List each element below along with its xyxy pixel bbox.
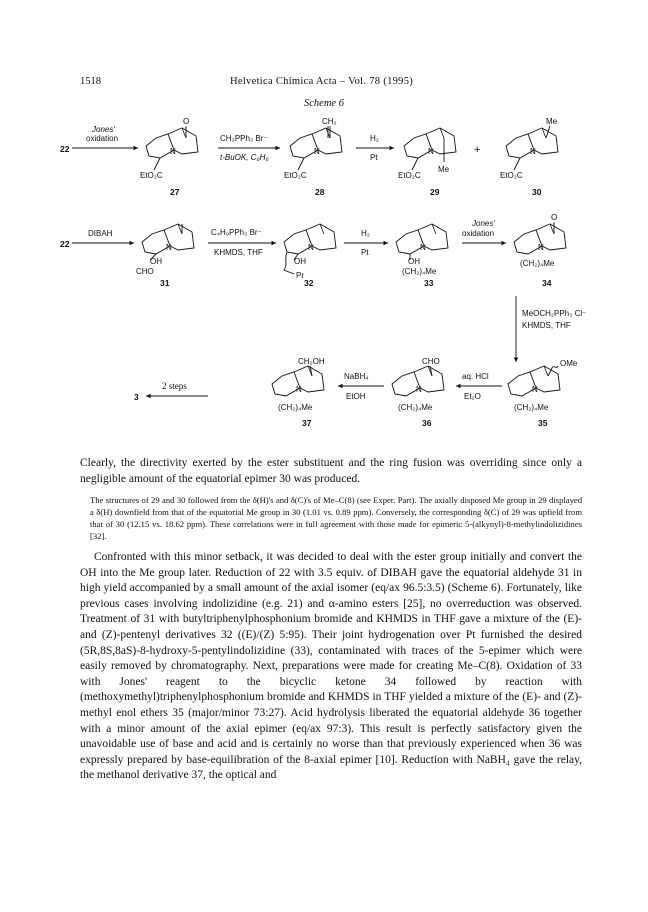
reagent-ether: Et₂O bbox=[464, 392, 481, 401]
methyl-30: Me bbox=[546, 117, 558, 126]
pentyl-36: (CH₂)₄Me bbox=[398, 403, 433, 412]
compound-36-label: 36 bbox=[422, 418, 432, 428]
structure-35 bbox=[508, 359, 578, 412]
structure-36 bbox=[392, 357, 444, 412]
reagent-khmds: KHMDS, THF bbox=[214, 248, 263, 257]
reagent-h2-row2: H₂ bbox=[361, 229, 370, 238]
reagent-jones-row2: Jones' bbox=[472, 219, 495, 228]
reagent-tbuok: t-BuOK, C₆H₆ bbox=[220, 153, 269, 162]
reagent-khmds-down: KHMDS, THF bbox=[522, 321, 571, 330]
ester-28: EtO₂C bbox=[284, 171, 307, 180]
compound-28-label: 28 bbox=[315, 187, 325, 197]
methyl-29: Me bbox=[438, 165, 450, 174]
ester-30: EtO₂C bbox=[500, 171, 523, 180]
compound-22-label-row2: 22 bbox=[60, 239, 70, 249]
compound-34-label: 34 bbox=[542, 278, 552, 288]
paragraph-synthesis: Confronted with this minor setback, it was decided to deal with the ester group initially and convert the OH into the Me group later. Reduction of 22 with 3.5 equiv. of DIBAH gave the equatorial aldehyde 31 in high yield accompanied by a small amount of the axial isomer (eq/ax 96.5:3.5) (Scheme 6). Fortunately, like previous cases involving indolizidine (e.g. 21) and α-amino esters [25], no overreduction was observed. Treatment of 31 with butyltriphenylphosphonium bromide and KHMDS in THF gave a mixture of the (E)- and (Z)-pentenyl derivatives 32 ((E)/(Z) 5:95). Their joint hydrogenation over Pt furnished the desired (5R,8S,8aS)-8-hydroxy-5-pentylindolizidine (33), contaminated with traces of the 5-epimer which were easily removed by chromatography. Next, preparations were made for creating Me–C(8). Oxidation of 33 with Jones' reagent to the bicyclic ketone 34 followed by reaction with (methoxymethyl)triphenylphosphonium bromide and KHMDS in THF yielded a mixture of the (E)- and (Z)-methyl enol ethers 35 (major/minor 73:27). Acid hydrolysis liberated the equatorial aldehyde 36 together with a minor amount of the axial epimer (eq/ax 97:3). This result is perfectly satisfactory given the unavoidable use of base and acid and is certainly no worse than that previously experienced when 36 was expressly prepared by base-equilibration of the 8-axial epimer [10]. Reduction with NaBH₄ gave the relay, the methanol derivative 37, the optical and bbox=[80, 551, 582, 782]
structure-27 bbox=[140, 117, 198, 180]
pentyl-34: (CH₂)₄Me bbox=[520, 259, 555, 268]
reagent-oxidation-row2: oxidation bbox=[462, 229, 495, 238]
reagent-nabh4: NaBH₄ bbox=[344, 372, 369, 381]
compound-3-label: 3 bbox=[134, 392, 139, 402]
structure-31 bbox=[136, 224, 194, 276]
nitrogen-30: N bbox=[530, 147, 536, 156]
compound-32-label: 32 bbox=[304, 278, 314, 288]
nitrogen-33: N bbox=[420, 243, 426, 252]
ester-29: EtO₂C bbox=[398, 171, 421, 180]
compound-22-label: 22 bbox=[60, 144, 70, 154]
pentyl-35: (CH₂)₄Me bbox=[514, 403, 549, 412]
hydroxymethyl-37: CH₂OH bbox=[298, 357, 325, 366]
pentyl-37: (CH₂)₄Me bbox=[278, 403, 313, 412]
aldehyde-36: CHO bbox=[422, 357, 440, 366]
reagent-wittig-butyl: C₄H₉PPh₃ Br⁻ bbox=[211, 228, 262, 237]
plus-sign: + bbox=[474, 144, 481, 156]
journal-running-title: Helvetica Chimica Acta – Vol. 78 (1995) bbox=[230, 76, 414, 87]
structure-29 bbox=[398, 128, 456, 180]
reagent-pt-row2: Pt bbox=[361, 248, 369, 257]
compound-31-label: 31 bbox=[160, 278, 170, 288]
hydroxy-32: OH bbox=[294, 257, 306, 266]
structure-33 bbox=[396, 224, 448, 276]
nitrogen-34: N bbox=[538, 243, 544, 252]
hydroxy-33: OH bbox=[408, 257, 420, 266]
methoxy-35: OMe bbox=[560, 359, 578, 368]
page-header bbox=[80, 76, 580, 90]
compound-29-label: 29 bbox=[430, 187, 440, 197]
compound-27-label: 27 bbox=[170, 187, 180, 197]
scheme-title: Scheme 6 bbox=[304, 98, 344, 109]
nitrogen-29: N bbox=[428, 147, 434, 156]
reagent-wittig-methyl: CH₃PPh₃ Br⁻ bbox=[220, 134, 268, 143]
reagent-pt: Pt bbox=[370, 153, 378, 162]
structure-30 bbox=[500, 117, 558, 180]
nitrogen-36: N bbox=[416, 385, 422, 394]
reagent-dibah: DIBAH bbox=[88, 229, 113, 238]
compound-33-label: 33 bbox=[424, 278, 434, 288]
hydroxy-31: OH bbox=[150, 257, 162, 266]
reagent-h2: H₂ bbox=[370, 134, 379, 143]
nitrogen-28: N bbox=[314, 147, 320, 156]
oxo-27: O bbox=[183, 117, 190, 126]
reagent-ethanol: EtOH bbox=[346, 392, 366, 401]
structure-32 bbox=[284, 224, 336, 280]
reagent-oxidation: oxidation bbox=[86, 134, 119, 143]
structure-37 bbox=[272, 357, 325, 412]
propyl-32: Pr bbox=[296, 271, 304, 280]
structure-28 bbox=[284, 117, 342, 180]
reagent-wittig-methoxymethyl: MeOCH₂PPh₃ Cl⁻ bbox=[522, 309, 587, 318]
nitrogen-32: N bbox=[308, 243, 314, 252]
reaction-scheme-drawing bbox=[58, 110, 608, 440]
nitrogen-27: N bbox=[170, 147, 176, 156]
reaction-scheme bbox=[58, 110, 608, 440]
ester-27: EtO₂C bbox=[140, 171, 163, 180]
nitrogen-35: N bbox=[532, 385, 538, 394]
reagent-jones: Jones' bbox=[92, 125, 115, 134]
nitrogen-31: N bbox=[166, 243, 172, 252]
footnote-structures: The structures of 29 and 30 followed from the δ(H)'s and δ(C)'s of Me–C(8) (see Exper. Part). The axially disposed Me group in 29 displayed a δ(H) downfield from that of the equatorial Me group in 30 (1.01 vs. 0.89 ppm). Conversely, the corresponding δ(C) of 29 was upfield from that of 30 (12.15 vs. 18.62 ppm). These correlations were in full agreement with those made for epimeric 5-(alkynyl)-8-methylindolizidines [32]. bbox=[90, 495, 582, 541]
reagent-hcl: aq. HCl bbox=[462, 372, 489, 381]
page-number: 1518 bbox=[80, 76, 101, 87]
compound-35-label: 35 bbox=[538, 418, 548, 428]
aldehyde-31: CHO bbox=[136, 267, 154, 276]
methylene-28: CH₂ bbox=[322, 117, 337, 126]
oxo-34: O bbox=[551, 213, 558, 222]
reagent-two-steps: 2 steps bbox=[162, 381, 187, 391]
compound-37-label: 37 bbox=[302, 418, 312, 428]
nitrogen-37: N bbox=[296, 385, 302, 394]
pentyl-33: (CH₂)₄Me bbox=[402, 267, 437, 276]
paragraph-directivity: Clearly, the directivity exerted by the ester substituent and the ring fusion was overriding since only a negligible amount of the equatorial epimer 30 was produced. bbox=[80, 457, 582, 485]
structure-34 bbox=[514, 213, 566, 268]
compound-30-label: 30 bbox=[532, 187, 542, 197]
